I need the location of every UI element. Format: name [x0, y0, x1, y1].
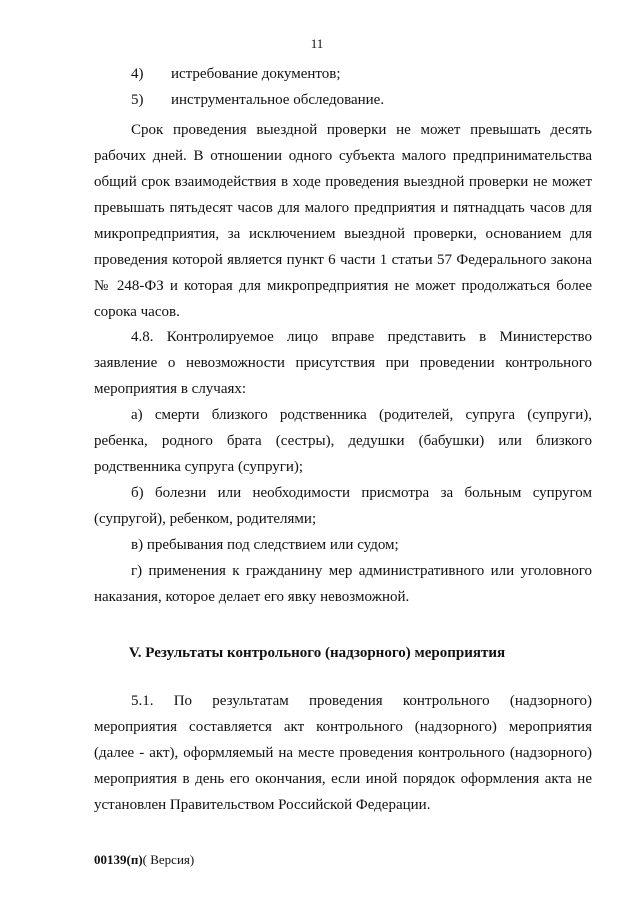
paragraph-case-b: б) болезни или необходимости присмотра за больным супругом (супругой), ребенком, родителями;	[94, 485, 592, 527]
list-item-number: 4)	[131, 66, 144, 82]
list-item-number: 5)	[131, 92, 144, 108]
paragraph-inspection-term: Срок проведения выездной проверки не может превышать десять рабочих дней. В отношении одного субъекта малого предпринимательства общий срок взаимодействия в ходе проведения выездной проверки не может превышать пятьдесят часов для малого предприятия и пятнадцать часов для микропредприятия, за исключением выездной проверки, основанием для проведения которой является пункт 6 части 1 статьи 57 Федерального закона № 248-ФЗ и которая для микропредприятия не может продолжаться более сорока часов.	[94, 122, 592, 320]
paragraph-case-a: а) смерти близкого родственника (родителей, супруга (супруги), ребенка, родного брата (сестры), дедушки (бабушки) или близкого родственника супруга (супруги);	[94, 407, 592, 475]
document-footer	[94, 852, 194, 868]
paragraph-5-1: 5.1. По результатам проведения контрольного (надзорного) мероприятия составляется акт контрольного (надзорного) мероприятия (далее - акт), оформляемый на месте проведения контрольного (надзорного) мероприятия в день его окончания, если иной порядок оформления акта не установлен Правительством Российской Федерации.	[94, 693, 592, 813]
paragraph-4-8: 4.8. Контролируемое лицо вправе представить в Министерство заявление о невозможности присутствия при проведении контрольного мероприятия в случаях:	[94, 329, 592, 397]
page-number: 11	[310, 36, 324, 51]
list-item	[131, 66, 341, 83]
paragraph-case-d: г) применения к гражданину мер административного или уголовного наказания, которое делает его явку невозможной.	[94, 563, 592, 605]
list-item	[131, 92, 384, 109]
paragraph-case-c: в) пребывания под следствием или судом;	[131, 537, 399, 553]
document-code: 00139(п)	[94, 852, 143, 867]
list-item-text: инструментальное обследование.	[171, 92, 385, 108]
section-heading: V. Результаты контрольного (надзорного) мероприятия	[128, 645, 506, 661]
list-item-text: истребование документов;	[171, 66, 341, 82]
document-version: ( Версия)	[142, 852, 195, 867]
